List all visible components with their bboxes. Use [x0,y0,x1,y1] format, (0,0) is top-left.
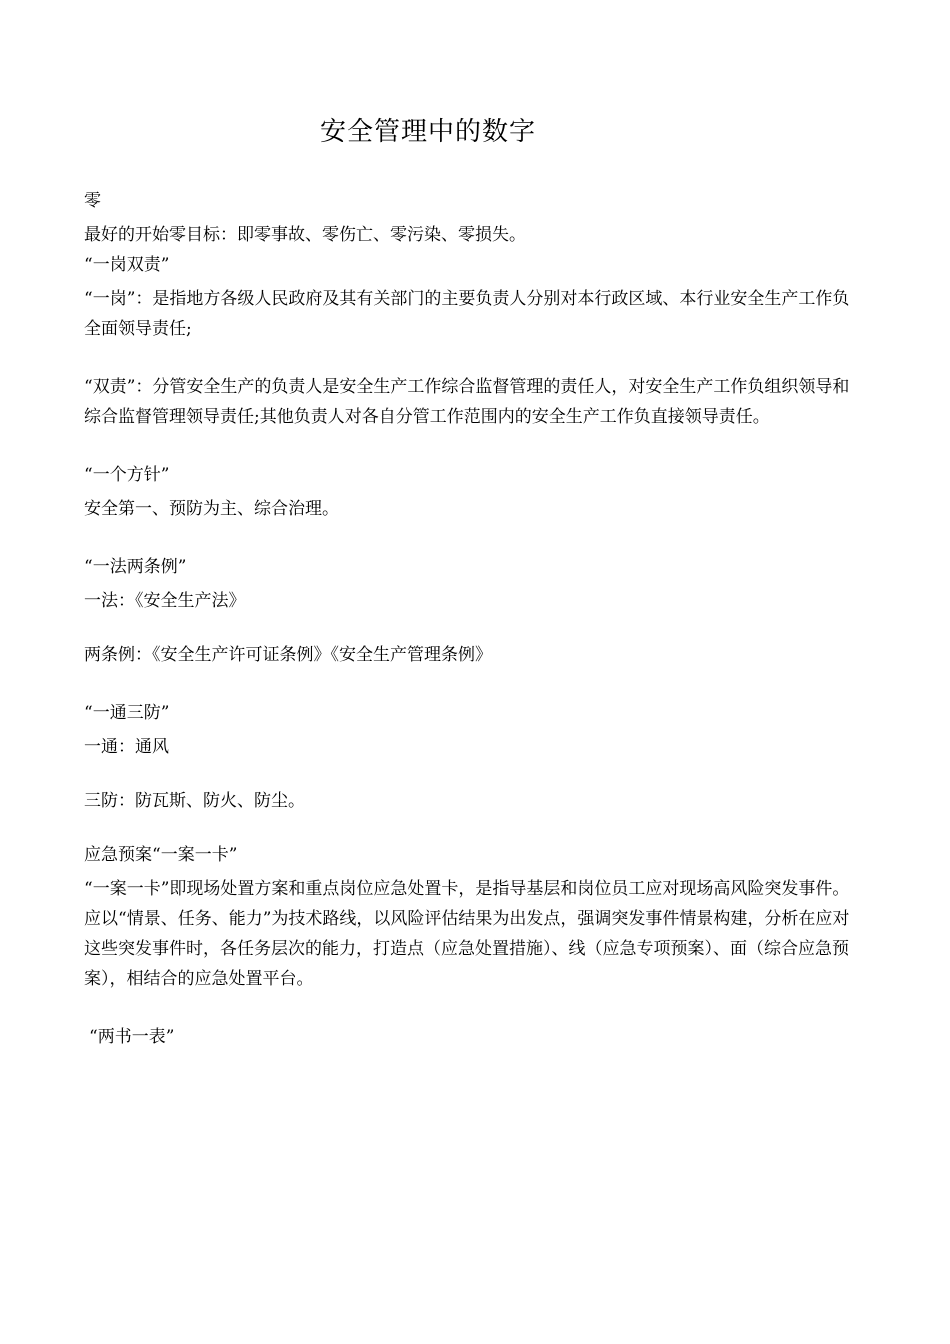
spacer [84,994,866,1022]
paragraph-two-regulations: 两条例：《安全生产许可证条例》《安全生产管理条例》 [84,645,492,665]
paragraph-two-duties: “双责”：分管安全生产的负责人是安全生产工作综合监督管理的责任人，对安全生产工作负组织领导和综合监督管理领导责任;其他负责人对各自分管工作范围内的安全生产工作负直接领导责任。 [84,377,850,427]
section-heading-emergency-plan: 应急预案“一案一卡” [84,845,238,865]
section-heading-zero: 零 [84,191,101,211]
spacer [84,616,866,640]
paragraph-zero-goal: 最好的开始零目标：即零事故、零伤亡、零污染、零损失。 [84,225,526,245]
paragraph-ventilation: 一通：通风 [84,737,169,757]
document-body [84,186,866,1052]
spacer [84,524,866,552]
spacer [84,762,866,786]
paragraph-three-preventions: 三防：防瓦斯、防火、防尘。 [84,791,305,811]
paragraph-emergency-plan: “一案一卡”即现场处置方案和重点岗位应急处置卡，是指导基层和岗位员工应对现场高风险突发事件。应以“情景、任务、能力”为技术路线，以风险评估结果为出发点，强调突发事件情景构建，分析在应对这些突发事件时，各任务层次的能力，打造点（应急处置措施）、线（应急专项预案）、面（综合应急预案），相结合的应急处置平台。 [84,879,850,989]
paragraph-one-post: “一岗”：是指地方各级人民政府及其有关部门的主要负责人分别对本行政区域、本行业安全生产工作负全面领导责任; [84,289,850,339]
section-heading-one-post-two-duties: “一岗双责” [84,255,170,275]
section-heading-one-law-two-regulations: “一法两条例” [84,557,187,577]
section-heading-ventilation-three-preventions: “一通三防” [84,703,170,723]
spacer [84,816,866,840]
paragraph-one-law: 一法：《安全生产法》 [84,591,246,611]
section-heading-one-policy: “一个方针” [84,465,170,485]
document-title: 安全管理中的数字 [319,117,536,147]
spacer [84,670,866,698]
paragraph-policy: 安全第一、预防为主、综合治理。 [84,499,339,519]
spacer [84,432,866,460]
spacer [84,344,866,372]
section-heading-two-books-one-table: “两书一表” [89,1027,175,1047]
